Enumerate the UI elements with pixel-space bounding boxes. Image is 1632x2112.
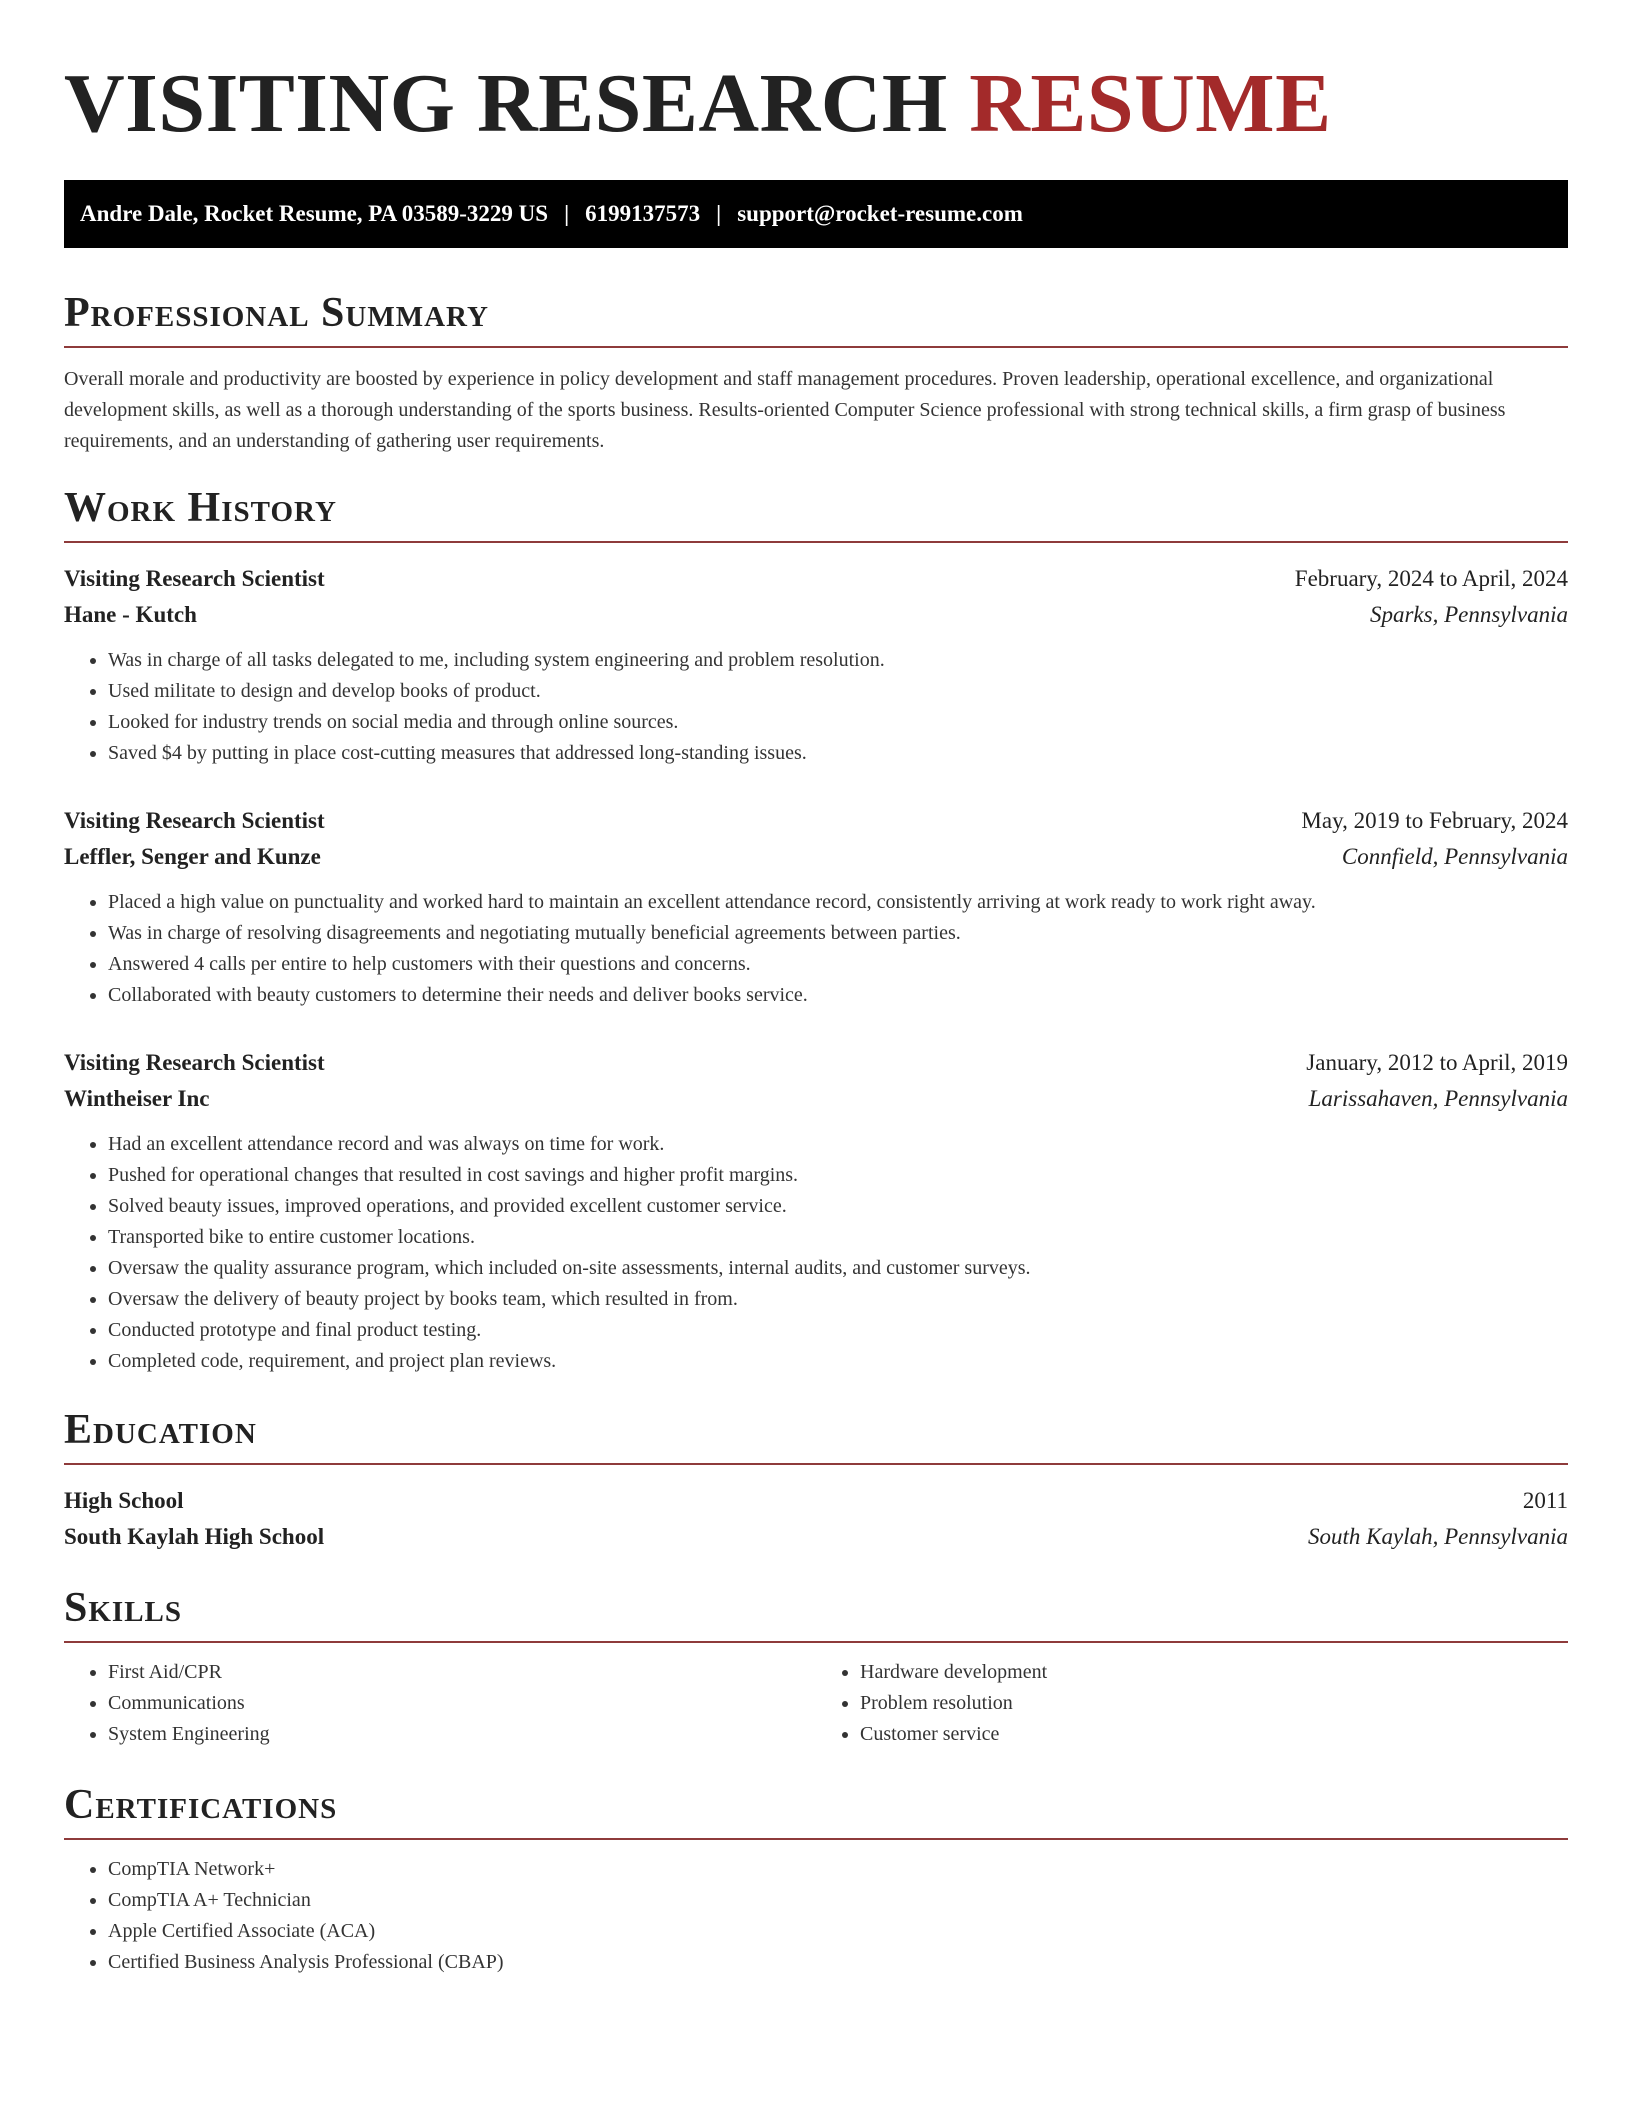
certification-item: • CompTIA Network+ bbox=[108, 1854, 1568, 1885]
title-accent: RESUME bbox=[969, 57, 1332, 150]
education-section bbox=[64, 1405, 1568, 1555]
job-bullet: • Looked for industry trends on social media and through online sources. bbox=[108, 707, 1568, 738]
job-header-row bbox=[64, 803, 1568, 839]
work-history-section bbox=[64, 483, 1568, 1377]
job-title: Visiting Research Scientist bbox=[64, 1050, 325, 1075]
job-bullet: • Used militate to design and develop books of product. bbox=[108, 676, 1568, 707]
contact-phone: 6199137573 bbox=[585, 201, 701, 226]
summary-section bbox=[64, 288, 1568, 457]
job-bullet: • Was in charge of all tasks delegated to me, including system engineering and problem resolution. bbox=[108, 645, 1568, 676]
job-bullet: • Had an excellent attendance record and was always on time for work. bbox=[108, 1129, 1568, 1160]
job-bullets bbox=[64, 1129, 1568, 1377]
education-degree: High School bbox=[64, 1488, 184, 1513]
job-bullet: • Oversaw the quality assurance program, which included on-site assessments, internal audits, and customer surveys. bbox=[108, 1253, 1568, 1284]
title-main: VISITING RESEARCH bbox=[64, 57, 948, 150]
certification-item: • CompTIA A+ Technician bbox=[108, 1885, 1568, 1916]
certification-item: • Apple Certified Associate (ACA) bbox=[108, 1916, 1568, 1947]
contact-bar bbox=[64, 180, 1568, 248]
job-entry bbox=[64, 1045, 1568, 1377]
job-location: Sparks, Pennsylvania bbox=[1369, 602, 1568, 627]
education-location: South Kaylah, Pennsylvania bbox=[1308, 1524, 1568, 1549]
skills-column-right bbox=[816, 1657, 1568, 1750]
job-dates: February, 2024 to April, 2024 bbox=[1294, 566, 1568, 591]
education-school: South Kaylah High School bbox=[64, 1524, 325, 1549]
job-bullet: • Saved $4 by putting in place cost-cutting measures that addressed long-standing issues. bbox=[108, 738, 1568, 769]
job-location: Connfield, Pennsylvania bbox=[1341, 844, 1568, 869]
job-company: Leffler, Senger and Kunze bbox=[64, 844, 321, 869]
job-title: Visiting Research Scientist bbox=[64, 566, 325, 591]
certifications-list bbox=[64, 1854, 1568, 1978]
skill-item: • Problem resolution bbox=[860, 1688, 1568, 1719]
summary-text: Overall morale and productivity are boosted by experience in policy development and staff management procedures. Proven leadership, operational excellence, and organizational development skills, as well as a thorough understanding of the sports business. Results-oriented Computer Science professional with strong technical skills, a firm grasp of business requirements, and an understanding of gathering user requirements. bbox=[64, 368, 1506, 452]
job-header-row bbox=[64, 1045, 1568, 1081]
contact-address: Andre Dale, Rocket Resume, PA 03589-3229 US bbox=[80, 201, 549, 226]
skill-item: • Communications bbox=[108, 1688, 816, 1719]
certifications-heading: Certifications bbox=[64, 1780, 1568, 1840]
job-dates: May, 2019 to February, 2024 bbox=[1301, 808, 1568, 833]
job-location: Larissahaven, Pennsylvania bbox=[1308, 1086, 1568, 1111]
education-heading: Education bbox=[64, 1405, 1568, 1465]
contact-email: support@rocket-resume.com bbox=[737, 201, 1023, 226]
skills-grid bbox=[64, 1657, 1568, 1750]
job-company-row bbox=[64, 597, 1568, 633]
job-company: Wintheiser Inc bbox=[64, 1086, 210, 1111]
job-company-row bbox=[64, 1081, 1568, 1117]
job-entry bbox=[64, 561, 1568, 769]
job-title: Visiting Research Scientist bbox=[64, 808, 325, 833]
job-bullet: • Collaborated with beauty customers to determine their needs and deliver books service. bbox=[108, 980, 1568, 1011]
education-entry bbox=[64, 1483, 1568, 1555]
job-bullet: • Oversaw the delivery of beauty project by books team, which resulted in from. bbox=[108, 1284, 1568, 1315]
skill-item: • System Engineering bbox=[108, 1719, 816, 1750]
education-year: 2011 bbox=[1522, 1488, 1568, 1513]
job-bullet: • Solved beauty issues, improved operations, and provided excellent customer service. bbox=[108, 1191, 1568, 1222]
job-company: Hane - Kutch bbox=[64, 602, 197, 627]
job-dates: January, 2012 to April, 2019 bbox=[1306, 1050, 1568, 1075]
job-bullet: • Placed a high value on punctuality and worked hard to maintain an excellent attendance record, consistently arriving at work ready to work right away. bbox=[108, 887, 1568, 918]
job-bullet: • Answered 4 calls per entire to help customers with their questions and concerns. bbox=[108, 949, 1568, 980]
contact-separator: | bbox=[564, 201, 570, 226]
resume-title bbox=[64, 56, 1568, 152]
skills-column-left bbox=[64, 1657, 816, 1750]
skills-heading: Skills bbox=[64, 1583, 1568, 1643]
education-school-row bbox=[64, 1519, 1568, 1555]
job-bullet: • Transported bike to entire customer locations. bbox=[108, 1222, 1568, 1253]
certifications-section bbox=[64, 1780, 1568, 1978]
summary-heading: Professional Summary bbox=[64, 288, 1568, 348]
job-bullet: • Conducted prototype and final product testing. bbox=[108, 1315, 1568, 1346]
skills-section bbox=[64, 1583, 1568, 1750]
job-bullet: • Was in charge of resolving disagreements and negotiating mutually beneficial agreements between parties. bbox=[108, 918, 1568, 949]
job-entry bbox=[64, 803, 1568, 1011]
job-bullet: • Pushed for operational changes that resulted in cost savings and higher profit margins. bbox=[108, 1160, 1568, 1191]
education-degree-row bbox=[64, 1483, 1568, 1519]
job-header-row bbox=[64, 561, 1568, 597]
job-bullet: • Completed code, requirement, and project plan reviews. bbox=[108, 1346, 1568, 1377]
skill-item: • Customer service bbox=[860, 1719, 1568, 1750]
work-history-heading: Work History bbox=[64, 483, 1568, 543]
skill-item: • First Aid/CPR bbox=[108, 1657, 816, 1688]
skill-item: • Hardware development bbox=[860, 1657, 1568, 1688]
job-company-row bbox=[64, 839, 1568, 875]
contact-separator: | bbox=[716, 201, 722, 226]
job-bullets bbox=[64, 887, 1568, 1011]
certification-item: • Certified Business Analysis Professional (CBAP) bbox=[108, 1947, 1568, 1978]
job-bullets bbox=[64, 645, 1568, 769]
